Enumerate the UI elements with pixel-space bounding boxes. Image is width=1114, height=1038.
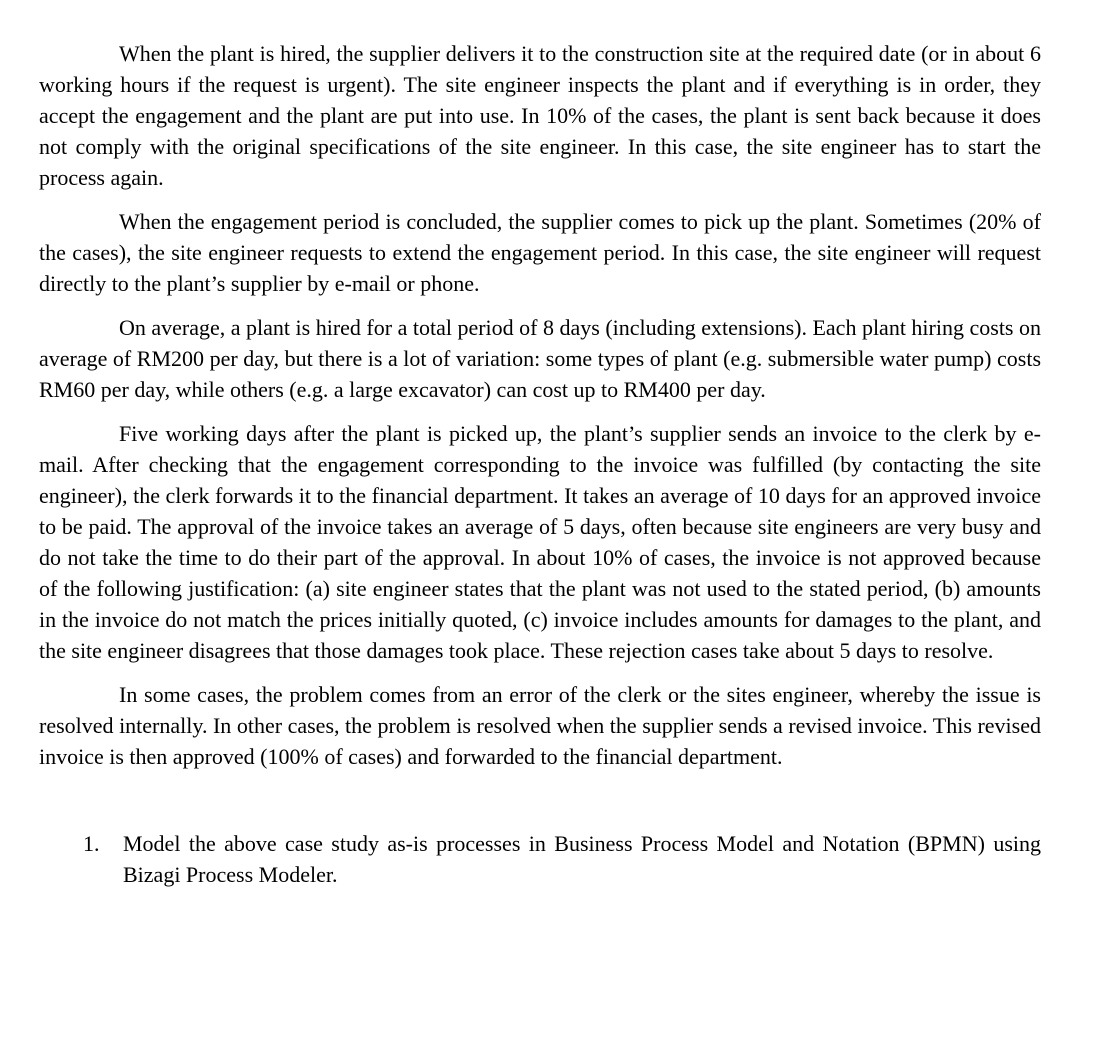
paragraph-invoice-process: Five working days after the plant is picked up, the plant’s supplier sends an invoice to the clerk by e-mail. After checking that the engagement corresponding to the invoice was fulfilled (by contacting the site engineer), the clerk forwards it to the financial department. It takes an average of 10 days for an approved invoice to be paid. The approval of the invoice takes an average of 5 days, often because site engineers are very busy and do not take the time to do their part of the approval. In about 10% of cases, the invoice is not approved because of the following justification: (a) site engineer states that the plant was not used to the stated period, (b) amounts in the invoice do not match the prices initially quoted, (c) invoice includes amounts for damages to the plant, and the site engineer disagrees that those damages took place. These rejection cases take about 5 days to resolve. [39, 421, 1041, 663]
task-list-item [39, 828, 1041, 890]
task-item-number: 1. [83, 831, 100, 856]
task-item-text: Model the above case study as-is processes in Business Process Model and Notation (BPMN) using Bizagi Process Modeler. [123, 831, 1041, 887]
paragraph-problem-resolution: In some cases, the problem comes from an error of the clerk or the sites engineer, whereby the issue is resolved internally. In other cases, the problem is resolved when the supplier sends a revised invoice. This revised invoice is then approved (100% of cases) and forwarded to the financial department. [39, 682, 1041, 769]
paragraph-engagement-concluded: When the engagement period is concluded, the supplier comes to pick up the plant. Sometimes (20% of the cases), the site engineer requests to extend the engagement period. In this case, the site engineer will request directly to the plant’s supplier by e-mail or phone. [39, 209, 1041, 296]
task-list [39, 828, 1041, 890]
paragraph-hiring-costs: On average, a plant is hired for a total period of 8 days (including extensions). Each plant hiring costs on average of RM200 per day, but there is a lot of variation: some types of plant (e.g. submersible water pump) costs RM60 per day, while others (e.g. a large excavator) can cost up to RM400 per day. [39, 315, 1041, 402]
paragraph-plant-hired: When the plant is hired, the supplier delivers it to the construction site at the required date (or in about 6 working hours if the request is urgent). The site engineer inspects the plant and if everything is in order, they accept the engagement and the plant are put into use. In 10% of the cases, the plant is sent back because it does not comply with the original specifications of the site engineer. In this case, the site engineer has to start the process again. [39, 41, 1041, 190]
